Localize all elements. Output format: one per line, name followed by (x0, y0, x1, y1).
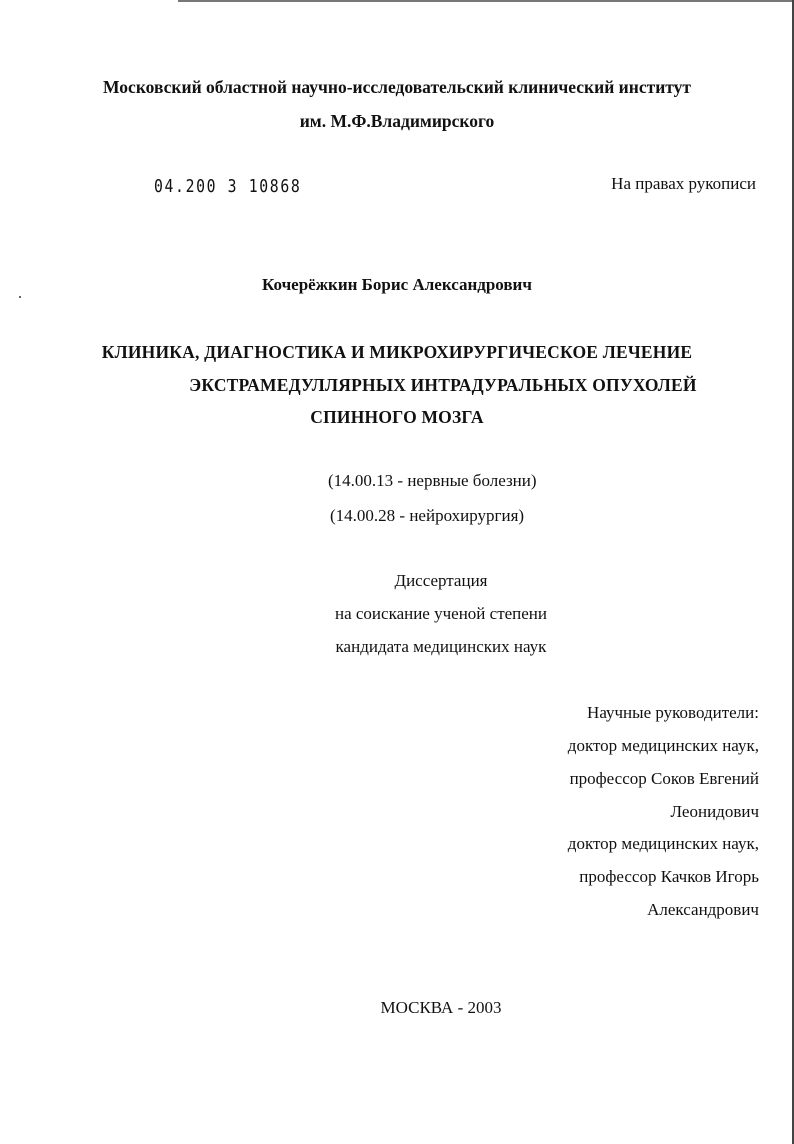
city-year: МОСКВА - 2003 (380, 998, 502, 1017)
rights-note: На правах рукописи (611, 174, 756, 193)
specialty-line2: (14.00.28 - нейрохирургия) (330, 506, 525, 525)
scan-speck (19, 296, 21, 298)
scan-edge-top (178, 0, 794, 2)
author-name: Кочерёжкин Борис Александрович (262, 275, 532, 294)
supervisor-line: доктор медицинских наук, (567, 834, 759, 853)
thesis-title-line3: СПИННОГО МОЗГА (310, 407, 484, 427)
institute-name-line1: Московский областной научно-исследовательский клинический институт (103, 77, 691, 97)
degree-line2: на соискание ученой степени (334, 604, 548, 623)
thesis-title-line1: КЛИНИКА, ДИАГНОСТИКА И МИКРОХИРУРГИЧЕСКОЕ ЛЕЧЕНИЕ (101, 342, 693, 362)
registration-stamp (154, 176, 301, 197)
supervisor-line: доктор медицинских наук, (567, 736, 759, 755)
thesis-title-line2: ЭКСТРАМЕДУЛЛЯРНЫХ ИНТРАДУРАЛЬНЫХ ОПУХОЛЕЙ (189, 375, 697, 395)
degree-line3: кандидата медицинских наук (335, 637, 547, 656)
registration-number: 04.200 3 10868 (154, 176, 302, 197)
specialty-line1: (14.00.13 - нервные болезни) (328, 471, 537, 490)
institute-name-line2: им. М.Ф.Владимирского (299, 111, 495, 131)
supervisors-heading: Научные руководители: (587, 703, 759, 722)
degree-line1: Диссертация (394, 571, 488, 590)
supervisor-line: Александрович (647, 900, 759, 919)
supervisor-line: профессор Качков Игорь (579, 867, 759, 886)
supervisor-line: Леонидович (670, 802, 759, 821)
supervisor-line: профессор Соков Евгений (569, 769, 759, 788)
